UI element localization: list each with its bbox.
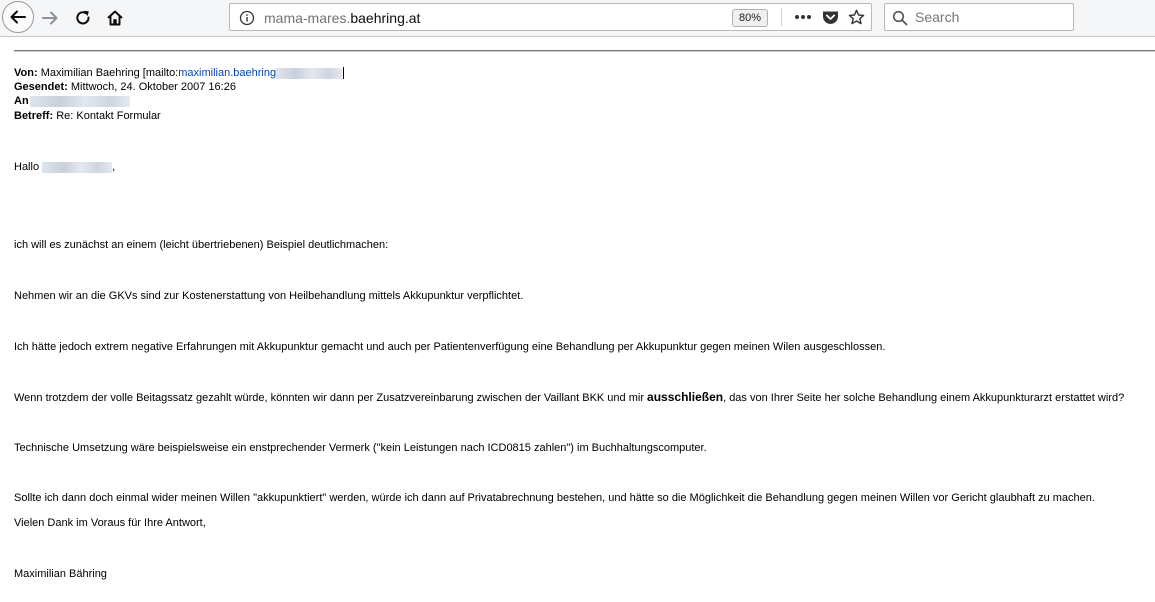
search-input[interactable] xyxy=(913,7,1072,27)
text-cursor xyxy=(343,67,344,79)
sent-label: Gesendet: xyxy=(14,81,68,93)
home-button[interactable] xyxy=(99,2,131,34)
subject-line xyxy=(14,109,161,123)
sent-value: Mittwoch, 24. Oktober 2007 16:26 xyxy=(70,81,236,93)
paragraph-4 xyxy=(14,390,1124,405)
paragraph-4-end: , das von Ihrer Seite her solche Behandlung einem Akkupunkturarzt erstattet wird? xyxy=(723,392,1125,404)
home-icon xyxy=(106,9,124,27)
header-divider xyxy=(14,50,1155,52)
pocket-icon xyxy=(822,10,839,25)
to-label: An xyxy=(14,95,29,107)
from-name: Maximilian Baehring [mailto: xyxy=(40,67,179,79)
paragraph-4-start: Wenn trotzdem der volle Beitagssatz gezahlt würde, könnten wir dann per Zusatzvereinbarung zwischen der Vaillant BKK und mir xyxy=(14,392,648,404)
search-bar[interactable] xyxy=(884,3,1074,31)
back-button[interactable] xyxy=(2,1,34,33)
url-prefix: mama-mares. xyxy=(264,10,351,26)
page-actions-button[interactable] xyxy=(792,8,814,26)
star-icon xyxy=(848,9,865,26)
url-bar-separator xyxy=(781,8,782,26)
redacted-email-domain xyxy=(276,68,342,79)
back-arrow-icon xyxy=(9,8,27,26)
forward-button[interactable] xyxy=(34,2,66,34)
browser-toolbar xyxy=(0,0,1155,37)
more-dots-icon xyxy=(794,14,812,20)
redacted-name xyxy=(42,162,112,173)
info-icon[interactable] xyxy=(239,10,255,26)
sent-line xyxy=(14,80,236,94)
zoom-level-badge[interactable]: 80% xyxy=(732,9,768,27)
paragraph-5: Technische Umsetzung wäre beispielsweise ein enstprechender Vermerk ("kein Leistungen nach ICD0815 zahlen") im Buchhaltungscomputer. xyxy=(14,442,707,454)
to-line xyxy=(14,94,130,108)
url-domain: baehring.at xyxy=(350,10,421,26)
reload-icon xyxy=(74,9,92,27)
url-bar[interactable] xyxy=(229,3,872,31)
search-icon xyxy=(892,10,908,26)
paragraph-1: ich will es zunächst an einem (leicht übertriebenen) Beispiel deutlichmachen: xyxy=(14,239,389,251)
paragraph-3: Ich hätte jedoch extrem negative Erfahrungen mit Akkupunktur gemacht und auch per Patientenverfügung eine Behandlung per Akkupunktur gegen meinen Wilen ausgeschlossen. xyxy=(14,341,886,353)
bookmark-button[interactable] xyxy=(845,8,867,26)
reload-button[interactable] xyxy=(67,2,99,34)
pocket-button[interactable] xyxy=(819,8,841,26)
paragraph-2: Nehmen wir an die GKVs sind zur Kostenerstattung von Heilbehandlung mittels Akkupunktur verpflichtet. xyxy=(14,290,524,302)
redacted-recipient xyxy=(30,96,130,107)
subject-value: Re: Kontakt Formular xyxy=(56,110,161,122)
url-text[interactable] xyxy=(264,10,420,26)
greeting: Hallo xyxy=(14,161,40,173)
greeting-line xyxy=(14,160,115,174)
from-label: Von: xyxy=(14,67,38,79)
signature: Maximilian Bähring xyxy=(14,568,107,580)
from-mail-link[interactable]: maximilian.baehring xyxy=(178,67,277,79)
subject-label: Betreff: xyxy=(14,110,54,122)
paragraph-6: Sollte ich dann doch einmal wider meinen Willen "akkupunktiert" werden, würde ich dann auf Privatabrechnung bestehen, und hätte so die Möglichkeit die Behandlung gegen meinen Willen vor Gericht glaubhaft zu machen. xyxy=(14,492,1095,504)
from-line xyxy=(14,66,344,80)
closing-thanks: Vielen Dank im Voraus für Ihre Antwort, xyxy=(14,517,206,529)
paragraph-4-emphasis: ausschließen xyxy=(647,390,724,404)
forward-arrow-icon xyxy=(41,9,59,27)
greeting-comma: , xyxy=(112,161,116,173)
